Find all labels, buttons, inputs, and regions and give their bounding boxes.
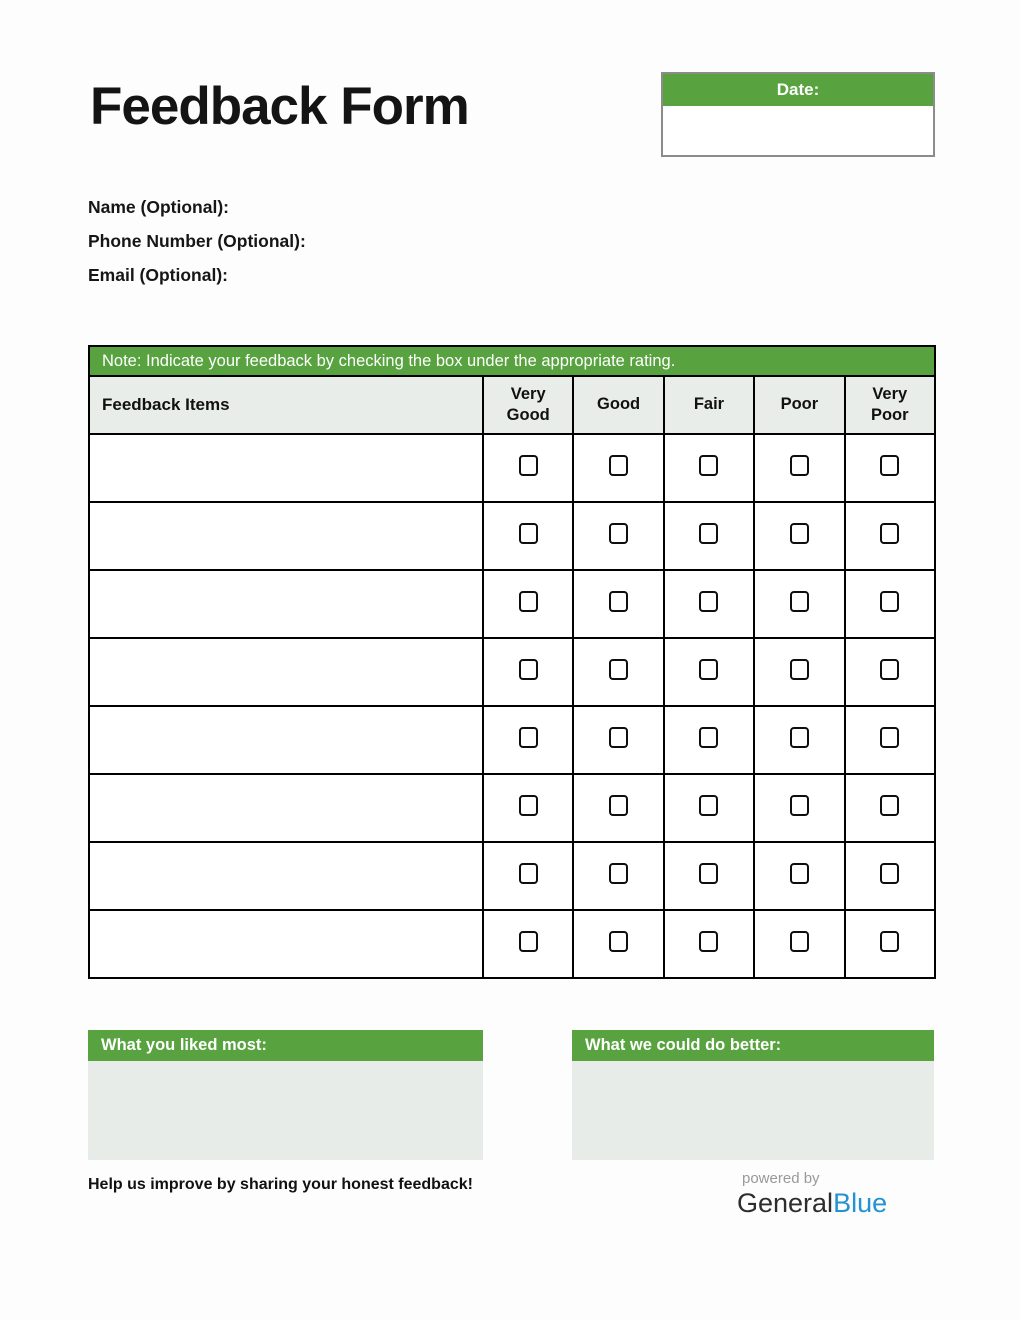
feedback-item-cell[interactable]	[89, 434, 483, 502]
checkbox-row4-fair[interactable]	[699, 659, 718, 680]
checkbox-row1-fair[interactable]	[699, 455, 718, 476]
contact-field-label: Email (Optional):	[88, 265, 228, 285]
checkbox-cell-fair	[664, 570, 754, 638]
checkbox-row1-good[interactable]	[609, 455, 628, 476]
checkbox-row3-poor[interactable]	[790, 591, 809, 612]
checkbox-row2-very-good[interactable]	[519, 523, 538, 544]
checkbox-row6-fair[interactable]	[699, 795, 718, 816]
checkbox-cell-poor	[754, 434, 844, 502]
checkbox-row8-poor[interactable]	[790, 931, 809, 952]
date-label: Date:	[663, 74, 933, 106]
checkbox-cell-very-poor	[845, 502, 935, 570]
checkbox-row5-very-poor[interactable]	[880, 727, 899, 748]
checkbox-row5-very-good[interactable]	[519, 727, 538, 748]
checkbox-cell-fair	[664, 774, 754, 842]
checkbox-cell-very-poor	[845, 706, 935, 774]
column-header-very-poor: Very Poor	[845, 376, 935, 434]
contact-field-value-area[interactable]	[228, 265, 236, 285]
feedback-row-5	[89, 706, 935, 774]
checkbox-cell-fair	[664, 706, 754, 774]
checkbox-cell-very-poor	[845, 842, 935, 910]
checkbox-cell-poor	[754, 638, 844, 706]
liked-most-panel	[88, 1030, 483, 1160]
checkbox-row8-very-good[interactable]	[519, 931, 538, 952]
checkbox-row4-very-poor[interactable]	[880, 659, 899, 680]
checkbox-row3-fair[interactable]	[699, 591, 718, 612]
checkbox-row7-good[interactable]	[609, 863, 628, 884]
feedback-item-cell[interactable]	[89, 638, 483, 706]
column-header-fair: Fair	[664, 376, 754, 434]
checkbox-row1-very-poor[interactable]	[880, 455, 899, 476]
brand-dark-text: General	[737, 1188, 834, 1218]
checkbox-cell-good	[573, 842, 663, 910]
column-header-good: Good	[573, 376, 663, 434]
checkbox-row4-poor[interactable]	[790, 659, 809, 680]
checkbox-cell-poor	[754, 774, 844, 842]
checkbox-row1-poor[interactable]	[790, 455, 809, 476]
powered-by-text: powered by	[742, 1170, 820, 1187]
checkbox-row8-good[interactable]	[609, 931, 628, 952]
checkbox-row7-very-good[interactable]	[519, 863, 538, 884]
checkbox-row3-good[interactable]	[609, 591, 628, 612]
contact-fields	[88, 197, 314, 299]
column-header-poor: Poor	[754, 376, 844, 434]
footer-message: Help us improve by sharing your honest feedback!	[88, 1176, 473, 1193]
column-header-feedback-items: Feedback Items	[89, 376, 483, 434]
checkbox-row2-fair[interactable]	[699, 523, 718, 544]
checkbox-row2-very-poor[interactable]	[880, 523, 899, 544]
feedback-row-2	[89, 502, 935, 570]
checkbox-row5-good[interactable]	[609, 727, 628, 748]
feedback-row-1	[89, 434, 935, 502]
feedback-item-cell[interactable]	[89, 706, 483, 774]
contact-field-value-area[interactable]	[306, 231, 314, 251]
checkbox-cell-fair	[664, 842, 754, 910]
checkbox-cell-very-good	[483, 706, 573, 774]
checkbox-row6-very-poor[interactable]	[880, 795, 899, 816]
liked-most-input-area[interactable]	[88, 1061, 483, 1160]
checkbox-row7-fair[interactable]	[699, 863, 718, 884]
checkbox-row7-poor[interactable]	[790, 863, 809, 884]
generalblue-logo	[737, 1189, 887, 1219]
contact-field-phone-number-optional	[88, 231, 314, 252]
checkbox-row5-poor[interactable]	[790, 727, 809, 748]
checkbox-row2-good[interactable]	[609, 523, 628, 544]
checkbox-cell-very-poor	[845, 910, 935, 978]
feedback-item-cell[interactable]	[89, 910, 483, 978]
do-better-label: What we could do better:	[572, 1030, 934, 1061]
checkbox-row4-very-good[interactable]	[519, 659, 538, 680]
feedback-row-8	[89, 910, 935, 978]
checkbox-cell-very-good	[483, 434, 573, 502]
checkbox-cell-good	[573, 706, 663, 774]
checkbox-cell-good	[573, 570, 663, 638]
feedback-row-6	[89, 774, 935, 842]
date-box	[661, 72, 935, 157]
feedback-item-cell[interactable]	[89, 570, 483, 638]
checkbox-cell-fair	[664, 638, 754, 706]
feedback-item-cell[interactable]	[89, 842, 483, 910]
checkbox-cell-good	[573, 502, 663, 570]
table-note: Note: Indicate your feedback by checking the box under the appropriate rating.	[89, 346, 935, 376]
do-better-input-area[interactable]	[572, 1061, 934, 1160]
checkbox-row3-very-poor[interactable]	[880, 591, 899, 612]
checkbox-cell-very-good	[483, 774, 573, 842]
checkbox-cell-poor	[754, 842, 844, 910]
checkbox-cell-very-poor	[845, 570, 935, 638]
table-note-row	[89, 346, 935, 376]
checkbox-cell-good	[573, 638, 663, 706]
feedback-row-4	[89, 638, 935, 706]
checkbox-cell-good	[573, 774, 663, 842]
checkbox-row6-very-good[interactable]	[519, 795, 538, 816]
liked-most-label: What you liked most:	[88, 1030, 483, 1061]
do-better-panel	[572, 1030, 934, 1160]
checkbox-row5-fair[interactable]	[699, 727, 718, 748]
checkbox-row2-poor[interactable]	[790, 523, 809, 544]
checkbox-cell-very-good	[483, 570, 573, 638]
checkbox-row6-poor[interactable]	[790, 795, 809, 816]
checkbox-cell-very-good	[483, 842, 573, 910]
checkbox-row8-fair[interactable]	[699, 931, 718, 952]
checkbox-row4-good[interactable]	[609, 659, 628, 680]
page-title: Feedback Form	[90, 77, 469, 136]
checkbox-cell-very-good	[483, 910, 573, 978]
contact-field-email-optional	[88, 265, 314, 286]
date-value-area[interactable]	[663, 106, 933, 153]
contact-field-value-area[interactable]	[229, 197, 237, 217]
checkbox-cell-poor	[754, 910, 844, 978]
checkbox-cell-good	[573, 434, 663, 502]
checkbox-row8-very-poor[interactable]	[880, 931, 899, 952]
feedback-row-3	[89, 570, 935, 638]
feedback-item-cell[interactable]	[89, 774, 483, 842]
feedback-table	[88, 345, 936, 979]
checkbox-row3-very-good[interactable]	[519, 591, 538, 612]
checkbox-cell-very-good	[483, 638, 573, 706]
feedback-item-cell[interactable]	[89, 502, 483, 570]
checkbox-cell-poor	[754, 502, 844, 570]
checkbox-cell-very-poor	[845, 638, 935, 706]
contact-field-label: Phone Number (Optional):	[88, 231, 306, 251]
checkbox-cell-poor	[754, 706, 844, 774]
checkbox-cell-good	[573, 910, 663, 978]
contact-field-name-optional	[88, 197, 314, 218]
checkbox-cell-very-poor	[845, 774, 935, 842]
contact-field-label: Name (Optional):	[88, 197, 229, 217]
column-header-very-good: Very Good	[483, 376, 573, 434]
checkbox-row1-very-good[interactable]	[519, 455, 538, 476]
powered-by-block	[737, 1170, 887, 1219]
brand-blue-text: Blue	[833, 1188, 888, 1218]
checkbox-row6-good[interactable]	[609, 795, 628, 816]
checkbox-cell-fair	[664, 502, 754, 570]
checkbox-row7-very-poor[interactable]	[880, 863, 899, 884]
checkbox-cell-fair	[664, 910, 754, 978]
checkbox-cell-very-poor	[845, 434, 935, 502]
checkbox-cell-poor	[754, 570, 844, 638]
checkbox-cell-fair	[664, 434, 754, 502]
feedback-row-7	[89, 842, 935, 910]
table-header-row	[89, 376, 935, 434]
checkbox-cell-very-good	[483, 502, 573, 570]
